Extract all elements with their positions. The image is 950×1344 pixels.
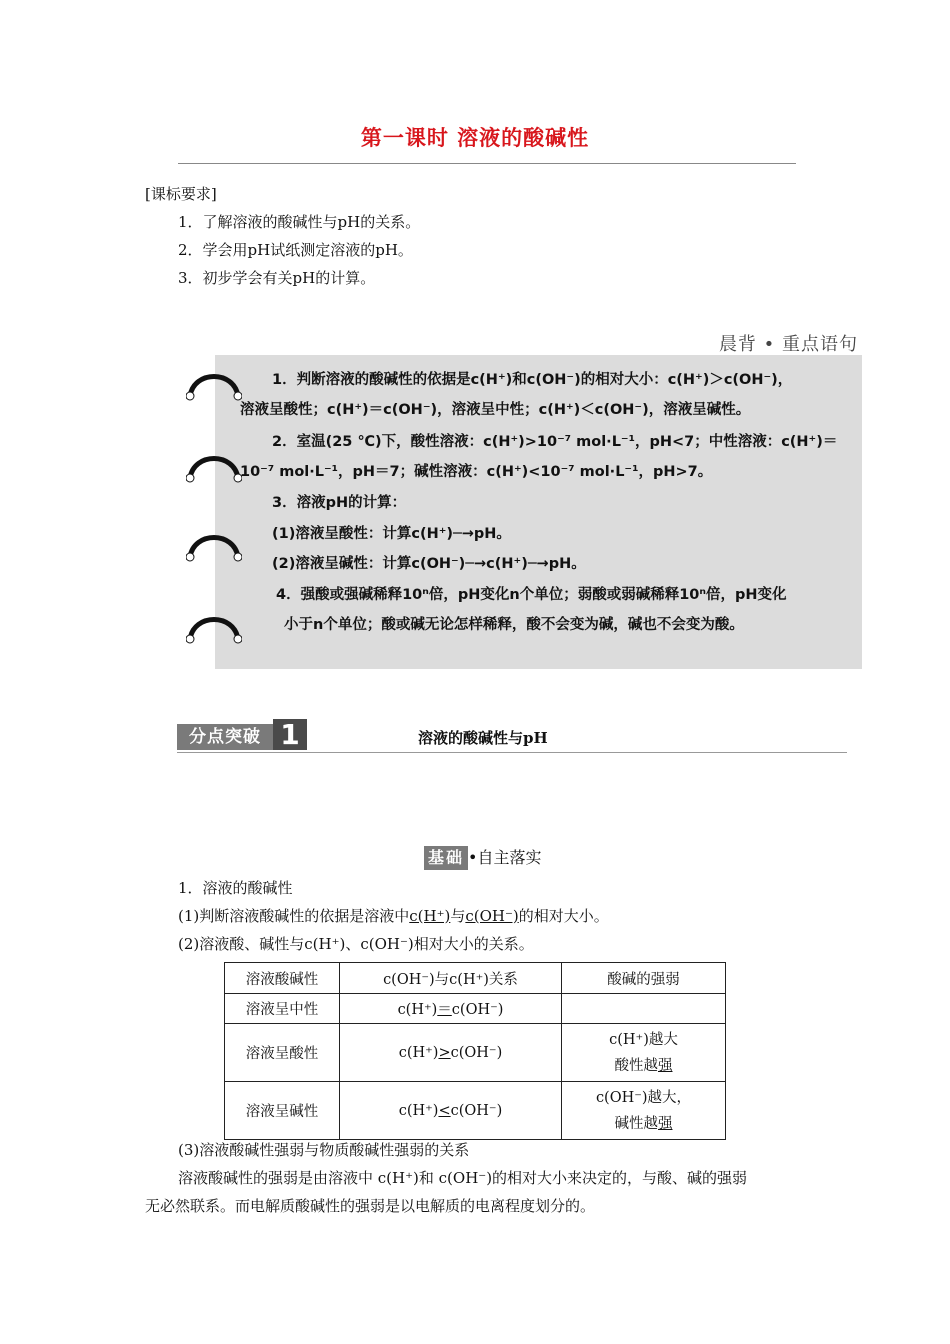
table-cell [340, 1082, 562, 1140]
text-span: 的相对大小。 [518, 907, 609, 925]
key-point-2-line2: 10⁻⁷ mol·L⁻¹，pH＝7；碱性溶液：c(H⁺)<10⁻⁷ mol·L⁻¹，pH>7。 [240, 464, 713, 480]
key-point-3a: (1)溶液呈酸性：计算c(H⁺)─→pH。 [272, 526, 511, 542]
strength-text: c(H⁺)越大 [609, 1031, 678, 1048]
text-span: c(OH⁻) [450, 1044, 503, 1061]
table-row [225, 1024, 726, 1082]
key-point-2-line1: 2．室温(25 ℃)下，酸性溶液：c(H⁺)>10⁻⁷ mol·L⁻¹，pH<7；中性溶液：c(H⁺)＝ [272, 434, 838, 450]
key-point-1-line1: 1．判断溶液的酸碱性的依据是c(H⁺)和c(OH⁻)的相对大小：c(H⁺)＞c(OH⁻)， [272, 372, 793, 388]
strength-text: c(OH⁻)越大， [595, 1089, 692, 1106]
table-cell: 溶液呈碱性 [225, 1082, 340, 1140]
text-span: 碱性越 [614, 1115, 658, 1132]
key-point-3-title: 3．溶液pH的计算： [272, 495, 407, 511]
basic-tag: 基础 [424, 846, 468, 870]
answer-blank: c(H⁺) [409, 907, 451, 925]
strength-text [562, 1053, 725, 1079]
text-span: c(H⁺) [398, 1102, 439, 1119]
table-header-cell: 溶液酸碱性 [225, 963, 340, 994]
binder-ring-icon [186, 609, 242, 645]
body-statement-2: (2)溶液酸、碱性与c(H⁺)、c(OH⁻)相对大小的关系。 [178, 935, 534, 953]
table-cell [562, 994, 726, 1024]
body-heading-1: 1．溶液的酸碱性 [178, 879, 293, 897]
table-row [225, 994, 726, 1024]
table-header-cell: c(OH⁻)与c(H⁺)关系 [340, 963, 562, 994]
body-paragraph-line2: 无必然联系。而电解质酸碱性的强弱是以电解质的电离程度划分的。 [145, 1197, 596, 1215]
body-statement-1 [178, 906, 609, 926]
text-span: c(H⁺) [398, 1044, 439, 1061]
key-point-3b: (2)溶液呈碱性：计算c(OH⁻)─→c(H⁺)─→pH。 [272, 556, 586, 572]
answer-blank: c(OH⁻) [465, 907, 519, 925]
table-header-row [225, 963, 726, 994]
text-span: c(OH⁻) [450, 1102, 503, 1119]
strength-text [562, 1111, 725, 1137]
text-span: 与 [450, 907, 466, 925]
key-point-4-line2: 小于n个单位；酸或碱无论怎样稀释，酸不会变为碱，碱也不会变为酸。 [284, 617, 744, 633]
binder-ring-icon [186, 527, 242, 563]
body-statement-3: (3)溶液酸碱性强弱与物质酸碱性强弱的关系 [178, 1141, 470, 1159]
text-span: (1)判断溶液酸碱性的依据是溶液中 [178, 907, 410, 925]
answer-blank: < [438, 1102, 451, 1119]
requirement-item: 3．初步学会有关pH的计算。 [178, 269, 376, 287]
title-divider [178, 163, 796, 164]
table-header-cell: 酸碱的强弱 [562, 963, 726, 994]
text-span: c(H⁺) [397, 1002, 438, 1018]
text-span: c(OH⁻) [451, 1002, 504, 1018]
requirement-item: 2．学会用pH试纸测定溶液的pH。 [178, 241, 413, 259]
binder-ring-icon [186, 448, 242, 484]
requirement-item: 1．了解溶液的酸碱性与pH的关系。 [178, 213, 421, 231]
table-cell [562, 1024, 726, 1082]
table-cell [340, 994, 562, 1024]
answer-blank: 强 [658, 1057, 673, 1074]
basic-header [424, 846, 541, 870]
answer-blank: ＝ [437, 1002, 452, 1018]
acidity-table [224, 962, 726, 1140]
section-tag-label: 分点突破 [177, 724, 273, 750]
table-cell: 溶液呈酸性 [225, 1024, 340, 1082]
table-cell [562, 1082, 726, 1140]
section-tag [177, 719, 309, 751]
section-tag-number: 1 [273, 719, 307, 750]
morning-recite-banner: 晨背 • 重点语句 [718, 334, 858, 355]
key-point-4-line1: 4．强酸或强碱稀释10ⁿ倍，pH变化n个单位；弱酸或弱碱稀释10ⁿ倍，pH变化 [276, 587, 787, 603]
binder-ring-icon [186, 366, 242, 402]
table-row [225, 1082, 726, 1140]
table-cell: 溶液呈中性 [225, 994, 340, 1024]
table-cell [340, 1024, 562, 1082]
section-title: 溶液的酸碱性与pH [418, 729, 548, 747]
answer-blank: 强 [658, 1115, 673, 1132]
section-divider [177, 752, 847, 753]
basic-subtitle: •自主落实 [468, 848, 542, 867]
key-point-1-line2: 溶液呈酸性；c(H⁺)＝c(OH⁻)，溶液呈中性；c(H⁺)＜c(OH⁻)，溶液呈碱性。 [240, 402, 751, 418]
body-paragraph-line1: 溶液酸碱性的强弱是由溶液中 c(H⁺)和 c(OH⁻)的相对大小来决定的，与酸、碱的强弱 [178, 1169, 748, 1187]
answer-blank: > [438, 1044, 451, 1061]
text-span: 酸性越 [614, 1057, 658, 1074]
page-title: 第一课时 溶液的酸碱性 [360, 126, 590, 150]
requirements-heading: [课标要求] [145, 185, 217, 203]
